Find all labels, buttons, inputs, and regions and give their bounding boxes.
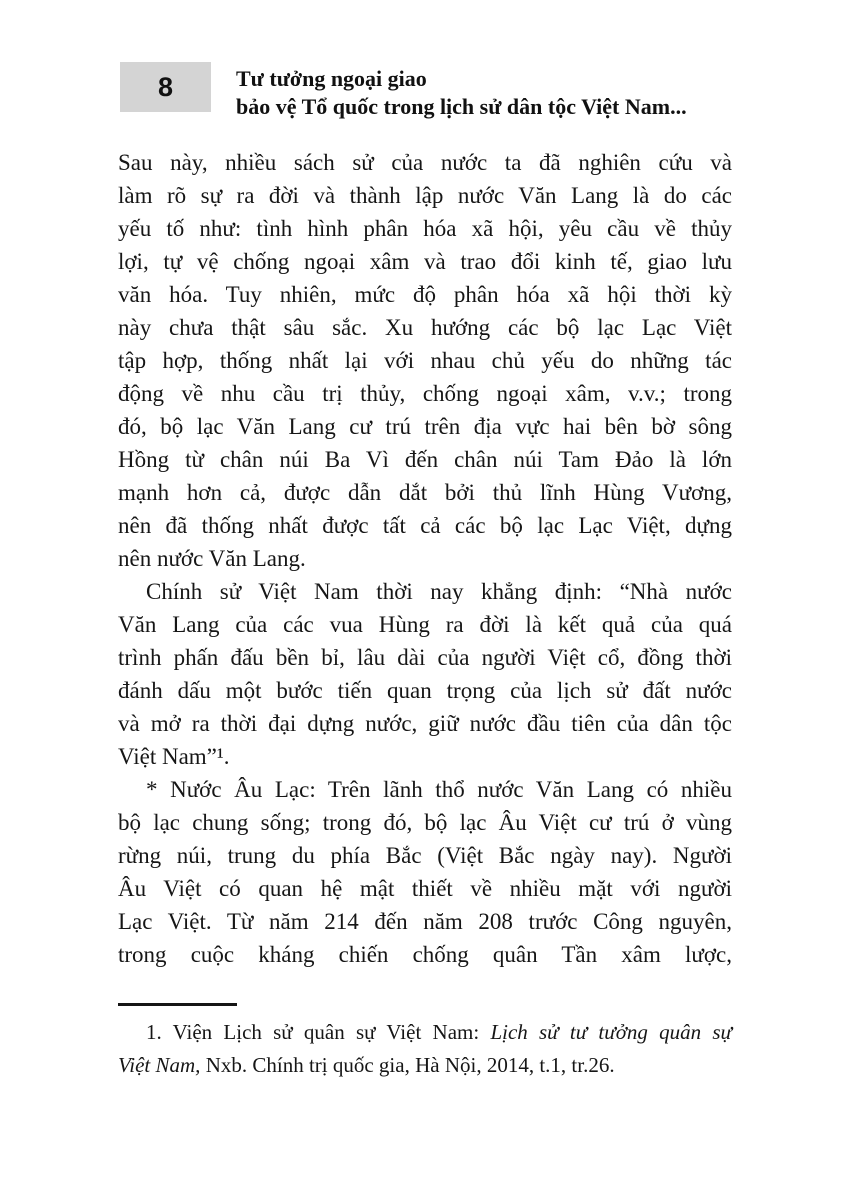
text-line: mạnh hơn cả, được dẫn dắt bởi thủ lĩnh Hùng Vương, xyxy=(118,480,732,505)
text-line: động về nhu cầu trị thủy, chống ngoại xâm, v.v.; trong xyxy=(118,381,732,406)
footnote-book-title: Lịch sử tư tưởng quân sự xyxy=(490,1020,733,1044)
footnote xyxy=(118,1016,732,1082)
paragraph xyxy=(118,773,732,971)
text-line: và mở ra thời đại dựng nước, giữ nước đầu tiên của dân tộc xyxy=(118,711,732,736)
page-number-box xyxy=(120,62,211,112)
text-line: bộ lạc chung sống; trong đó, bộ lạc Âu Việt cư trú ở vùng xyxy=(118,810,732,835)
text-line: Chính sử Việt Nam thời nay khẳng định: “Nhà nước xyxy=(146,579,732,604)
page-header xyxy=(120,62,687,121)
text-line: yếu tố như: tình hình phân hóa xã hội, yêu cầu về thủy xyxy=(118,216,732,241)
footnote-line xyxy=(118,1016,732,1049)
body-text xyxy=(118,146,732,971)
text-line: Sau này, nhiều sách sử của nước ta đã nghiên cứu và xyxy=(118,150,732,175)
text-line: Việt Nam”¹. xyxy=(118,744,230,769)
text-line: nên nước Văn Lang. xyxy=(118,546,306,571)
header-title-line-1: Tư tưởng ngoại giao xyxy=(236,66,427,91)
page-number: 8 xyxy=(157,71,174,102)
header-title xyxy=(236,62,687,121)
text-line: Âu Việt có quan hệ mật thiết về nhiều mặt với người xyxy=(118,876,732,901)
footnote-book-title: Việt Nam, xyxy=(118,1053,201,1077)
footnote-line xyxy=(118,1049,732,1082)
text-line: trong cuộc kháng chiến chống quân Tần xâm lược, xyxy=(118,942,732,967)
text-line: Hồng từ chân núi Ba Vì đến chân núi Tam Đảo là lớn xyxy=(118,447,732,472)
header-title-line-2: bảo vệ Tổ quốc trong lịch sử dân tộc Việt Nam... xyxy=(236,94,687,119)
paragraph xyxy=(118,575,732,773)
text-line: này chưa thật sâu sắc. Xu hướng các bộ lạc Lạc Việt xyxy=(118,315,732,340)
footnote-divider xyxy=(118,1003,237,1006)
text-line: đánh dấu một bước tiến quan trọng của lịch sử đất nước xyxy=(118,678,732,703)
text-line: Văn Lang của các vua Hùng ra đời là kết quả của quá xyxy=(118,612,732,637)
paragraph xyxy=(118,146,732,575)
text-line: rừng núi, trung du phía Bắc (Việt Bắc ngày nay). Người xyxy=(118,843,732,868)
footnote-text: 1. Viện Lịch sử quân sự Việt Nam: xyxy=(146,1020,491,1044)
text-line: làm rõ sự ra đời và thành lập nước Văn Lang là do các xyxy=(118,183,732,208)
text-line: Lạc Việt. Từ năm 214 đến năm 208 trước Công nguyên, xyxy=(118,909,732,934)
text-line: * Nước Âu Lạc: Trên lãnh thổ nước Văn Lang có nhiều xyxy=(146,777,732,802)
text-line: lợi, tự vệ chống ngoại xâm và trao đổi kinh tế, giao lưu xyxy=(118,249,732,274)
text-line: tập hợp, thống nhất lại với nhau chủ yếu do những tác xyxy=(118,348,732,373)
text-line: nên đã thống nhất được tất cả các bộ lạc Lạc Việt, dựng xyxy=(118,513,732,538)
footnote-text: Nxb. Chính trị quốc gia, Hà Nội, 2014, t.1, tr.26. xyxy=(200,1053,615,1077)
text-line: đó, bộ lạc Văn Lang cư trú trên địa vực hai bên bờ sông xyxy=(118,414,732,439)
text-line: trình phấn đấu bền bỉ, lâu dài của người Việt cổ, đồng thời xyxy=(118,645,732,670)
text-line: văn hóa. Tuy nhiên, mức độ phân hóa xã hội thời kỳ xyxy=(118,282,732,307)
